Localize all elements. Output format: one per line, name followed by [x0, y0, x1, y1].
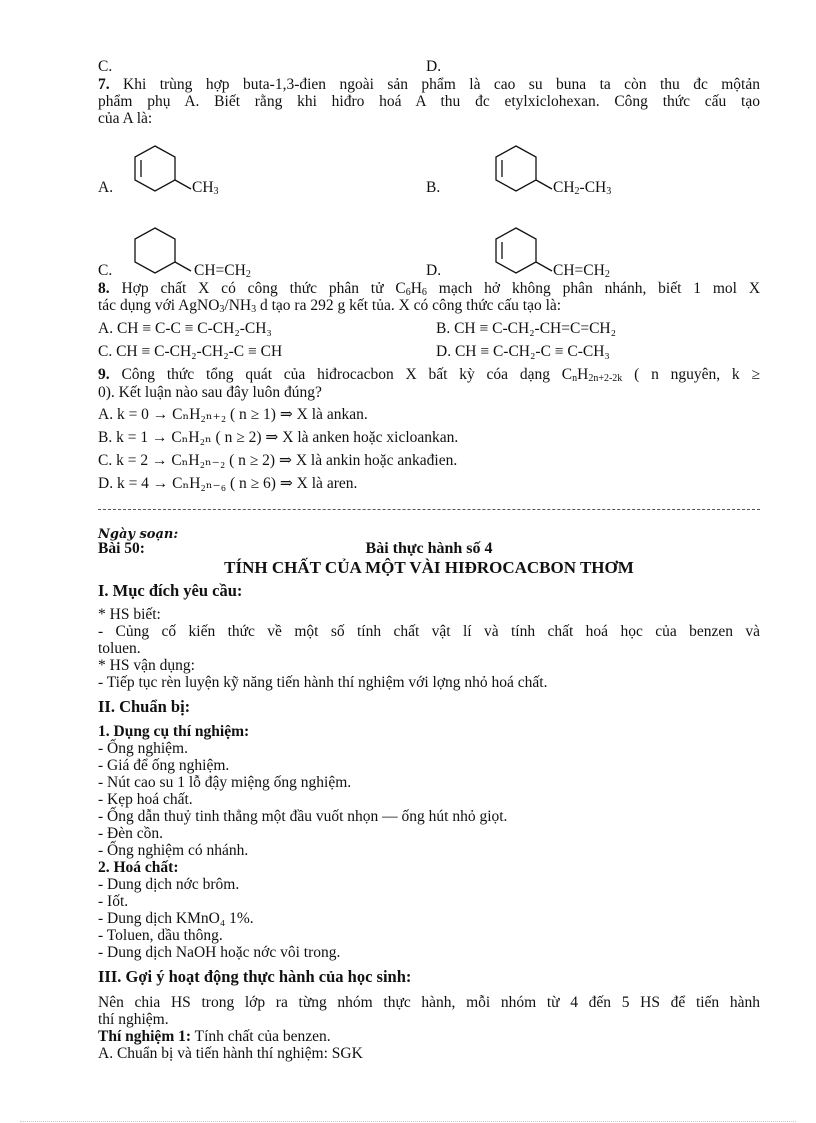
section-1-line-2: - Củng cố kiến thức về một số tính chất vật lí và tính chất hoá học của benzen và	[98, 623, 760, 640]
q8-options-row-1	[98, 320, 760, 337]
q8-line-2: tác dụng với $AgNO_3/NH_3$ d tạo ra 292 g kết tủa. X có công thức cấu tạo là:	[98, 297, 562, 315]
chemical-item: - Toluen, dầu thông.	[98, 927, 223, 944]
q9-option-a: A. k = 0 → CₙH₂ₙ₊₂ ( n ≥ 1) ⇒ X là ankan.	[98, 406, 368, 423]
q7-option-c-label: C.	[98, 262, 113, 279]
q7-option-b-substituent: $CH_2-CH_3$	[553, 179, 612, 197]
chemical-item: - Dung dịch NaOH hoặc nớc vôi trong.	[98, 944, 341, 961]
lesson-title: TÍNH CHẤT CỦA MỘT VÀI HIĐROCACBON THƠM	[224, 558, 634, 577]
section-1-heading: I. Mục đích yêu cầu:	[98, 581, 243, 600]
q7-option-d-substituent: $CH=CH_2$	[553, 262, 610, 280]
section-1-line-3: toluen.	[98, 640, 141, 657]
section-2-heading: II. Chuẩn bị:	[98, 697, 191, 716]
q7-number: 7.	[98, 76, 110, 93]
tool-item: - Ống nghiệm.	[98, 740, 188, 757]
section-1-line-1: * HS biết:	[98, 606, 161, 623]
section-3-line-2: thí nghiệm.	[98, 1011, 169, 1028]
tool-item: - Đèn cồn.	[98, 825, 163, 842]
tool-item: - Giá để ống nghiệm.	[98, 757, 230, 774]
section-1-line-4: * HS vận dụng:	[98, 657, 195, 674]
q8-options-row-2	[98, 343, 760, 360]
q9-line-1: 9. Công thức tổng quát của hiđrocacbon X bất kỳ cóa dạng $C_nH_{2n+2-2k}$ ( n nguyên, k ≥	[98, 366, 760, 384]
q7-option-a-label: A.	[98, 179, 114, 196]
tool-item: - Nút cao su 1 lỗ đậy miệng ống nghiệm.	[98, 774, 352, 791]
q8-line-1: 8. Hợp chất X có công thức phân tử $C_6H_6$ mạch hở không phân nhánh, biết 1 mol X	[98, 280, 761, 298]
q8-option-b: B. CH ≡ C-CH₂-CH=C=CH₂	[436, 320, 616, 337]
q7-option-a-substituent: $CH_3$	[192, 179, 219, 197]
q9-option-c: C. k = 2 → CₙH₂ₙ₋₂ ( n ≥ 2) ⇒ X là ankin hoặc ankađien.	[98, 452, 458, 469]
section-3-line-1: Nên chia HS trong lớp ra từng nhóm thực hành, mỗi nhóm từ 4 đến 5 HS để tiến hành	[98, 994, 760, 1011]
q7-option-c-structure	[125, 222, 205, 282]
experiment-1-label: Thí nghiệm 1:	[98, 1028, 192, 1045]
section-1-line-5: - Tiếp tục rèn luyện kỹ năng tiến hành thí nghiệm với lợng nhỏ hoá chất.	[98, 674, 548, 691]
q8-option-a: A. CH ≡ C-C ≡ C-CH₂-CH₃	[98, 320, 272, 337]
q9-option-d: D. k = 4 → CₙH₂ₙ₋₆ ( n ≥ 6) ⇒ X là aren.	[98, 475, 358, 492]
section-3-heading: III. Gợi ý hoạt động thực hành của học sinh:	[98, 967, 412, 986]
experiment-1-prep: A. Chuẩn bị và tiến hành thí nghiệm: SGK	[98, 1045, 363, 1062]
chemicals-heading: 2. Hoá chất:	[98, 859, 179, 876]
chemical-item: - Dung dịch KMnO₄ 1%.	[98, 910, 254, 927]
q6-option-c: C.	[98, 58, 113, 75]
q9-option-b: B. k = 1 → CₙH₂ₙ ( n ≥ 2) ⇒ X là anken hoặc xicloankan.	[98, 429, 459, 446]
date-label: Ngày soạn:	[98, 527, 179, 542]
q7-line-3: của A là:	[98, 110, 153, 127]
q7-line-2: phẩm phụ A. Biết rằng khi hiđro hoá A thu đc etylxiclohexan. Công thức cấu tạo	[98, 93, 760, 110]
chemical-item: - Iốt.	[98, 893, 129, 910]
lesson-number: Bài 50:	[98, 540, 145, 557]
page-bottom-border	[20, 1121, 796, 1122]
q7-option-c-substituent: $CH=CH_2$	[194, 262, 251, 280]
q8-option-d: D. CH ≡ C-CH₂-C ≡ C-CH₃	[436, 343, 610, 360]
q8-option-c: C. CH ≡ C-CH₂-CH₂-C ≡ CH	[98, 343, 283, 360]
lesson-subtitle: Bài thực hành số 4	[365, 540, 493, 557]
q7-line-1: 7. Khi trùng hợp buta-1,3-đien ngoài sản phẩm là cao su buna ta còn thu đc mộtản	[98, 76, 760, 93]
q7-option-d-label: D.	[426, 262, 442, 279]
experiment-1-line: Thí nghiệm 1: Tính chất của benzen.	[98, 1028, 331, 1045]
tool-item: - Ống nghiệm có nhánh.	[98, 842, 249, 859]
section-divider	[98, 509, 760, 510]
tools-heading: 1. Dụng cụ thí nghiệm:	[98, 723, 250, 740]
q6-option-d: D.	[426, 58, 442, 75]
chemical-item: - Dung dịch nớc brôm.	[98, 876, 240, 893]
q7-option-b-label: B.	[426, 179, 441, 196]
tool-item: - Kẹp hoá chất.	[98, 791, 193, 808]
q9-line-2: 0). Kết luận nào sau đây luôn đúng?	[98, 384, 322, 401]
tool-item: - Ống dẫn thuỷ tinh thẳng một đầu vuốt nhọn — ống hút nhỏ giọt.	[98, 808, 508, 825]
